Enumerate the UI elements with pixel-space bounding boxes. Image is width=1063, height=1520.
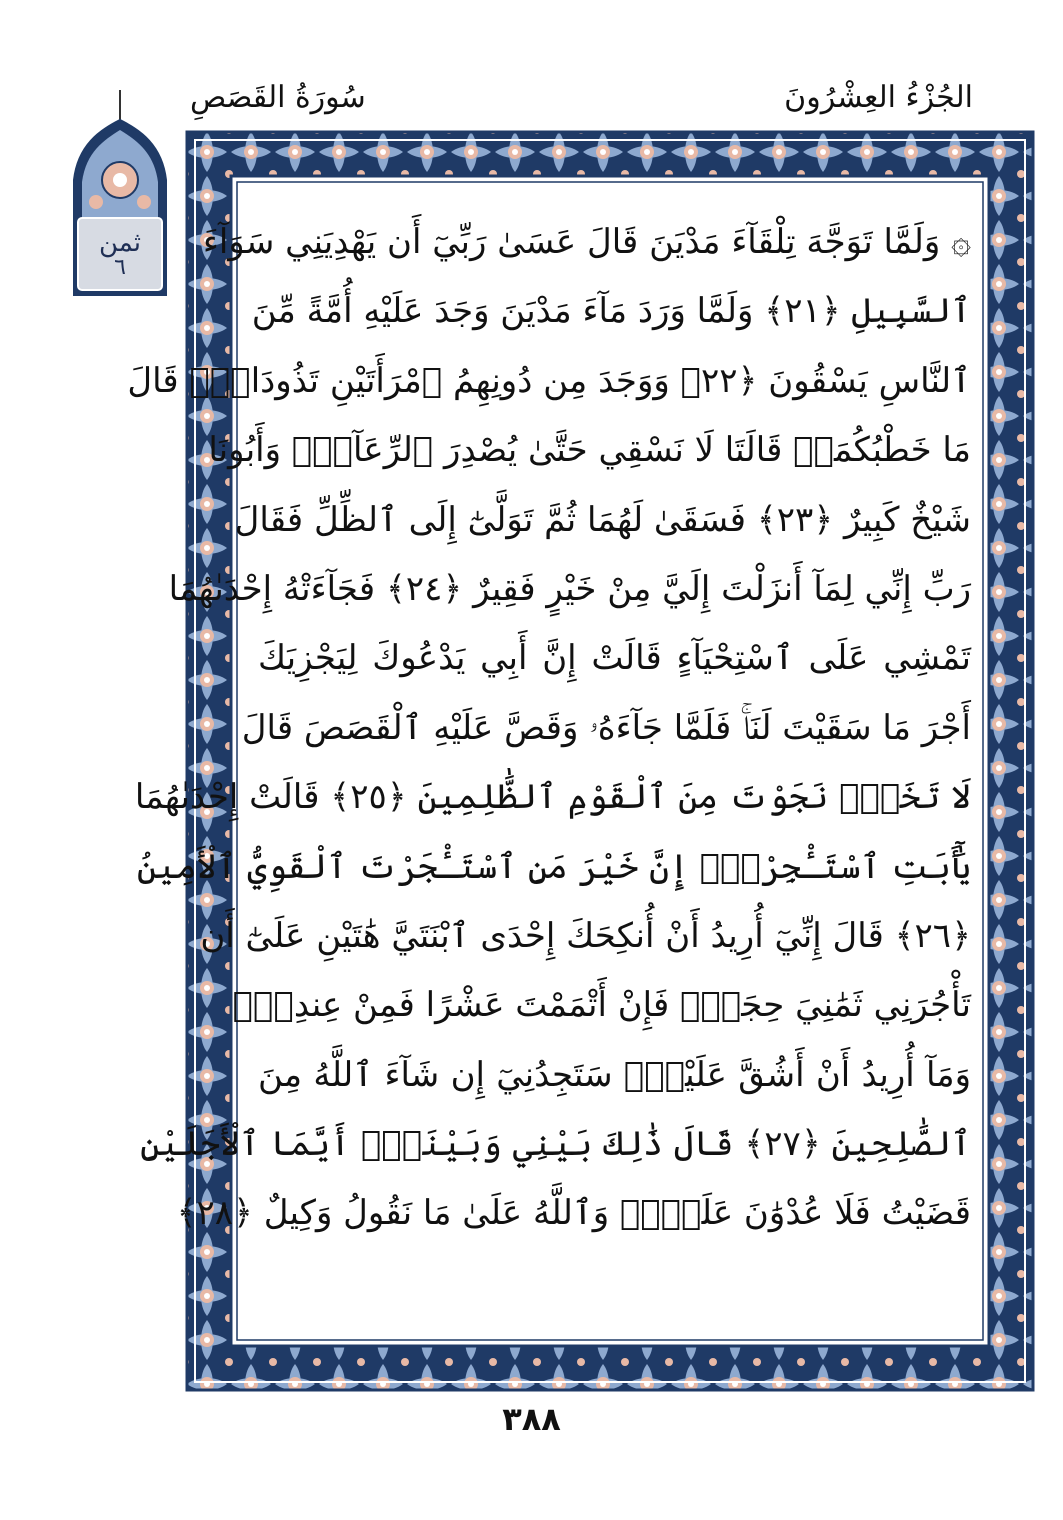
verse-line: رَبِّ إِنِّي لِمَآ أَنزَلْتَ إِلَيَّ مِنْ خَيْرٍ فَقِيرٌ ﴿٢٤﴾ فَجَآءَتْهُ إِحْدَىٰهُمَا bbox=[168, 568, 971, 609]
verse-line: مَا خَطْبُكُمَاۖ قَالَتَا لَا نَسْقِي حَتَّىٰ يُصْدِرَ ٱلرِّعَآءُۖ وَأَبُونَا bbox=[208, 430, 971, 471]
surah-title: سُورَةُ القَصَصِ bbox=[190, 80, 366, 115]
verse-text-block bbox=[127, 208, 971, 1318]
verse-line: أَجْرَ مَا سَقَيْتَ لَنَاۚ فَلَمَّا جَآءَهُۥ وَقَصَّ عَلَيْهِ ٱلْقَصَصَ قَالَ bbox=[241, 707, 971, 748]
verse-line: ٱلصَّٰلِحِينَ ﴿٢٧﴾ قَالَ ذَٰلِكَ بَيْنِي وَبَيْنَكَۖ أَيَّمَا ٱلْأَجَلَيْنِ bbox=[140, 1124, 971, 1165]
verse-line: ۞ وَلَمَّا تَوَجَّهَ تِلْقَآءَ مَدْيَنَ قَالَ عَسَىٰ رَبِّيٓ أَن يَهْدِيَنِي سَوَآءَ bbox=[202, 222, 971, 262]
marker-number: ٦ bbox=[114, 255, 126, 280]
verse-line: لَا تَخَفْۖ نَجَوْتَ مِنَ ٱلْقَوْمِ ٱلظَّٰلِمِينَ ﴿٢٥﴾ قَالَتْ إِحْدَىٰهُمَا bbox=[134, 777, 971, 818]
verse-line: يَٰٓأَبَتِ ٱسْتَـْٔجِرْهُۖ إِنَّ خَيْرَ مَنِ ٱسْتَـْٔجَرْتَ ٱلْقَوِيُّ ٱلْأَمِينُ bbox=[136, 846, 971, 887]
hizb-marker bbox=[70, 90, 170, 300]
page-number: ٣٨٨ bbox=[502, 1400, 561, 1438]
verse-line: قَضَيْتُ فَلَا عُدْوَٰنَ عَلَيَّۖ وَٱللَّهُ عَلَىٰ مَا نَقُولُ وَكِيلٌ ﴿٢٨﴾ bbox=[176, 1193, 971, 1234]
verse-line: ٱلسَّبِيلِ ﴿٢١﴾ وَلَمَّا وَرَدَ مَآءَ مَدْيَنَ وَجَدَ عَلَيْهِ أُمَّةً مِّنَ bbox=[251, 291, 971, 332]
verse-line: وَمَآ أُرِيدُ أَنْ أَشُقَّ عَلَيْكَۚ سَتَجِدُنِيٓ إِن شَآءَ ٱللَّهُ مِنَ bbox=[258, 1054, 971, 1095]
verse-line: تَمْشِي عَلَى ٱسْتِحْيَآءٍ قَالَتْ إِنَّ أَبِي يَدْعُوكَ لِيَجْزِيَكَ bbox=[258, 638, 971, 679]
verse-line: تَأْجُرَنِي ثَمَٰنِيَ حِجَجٍۖ فَإِنْ أَتْمَمْتَ عَشْرًا فَمِنْ عِندِكَۖ bbox=[232, 985, 971, 1026]
verse-line: ﴿٢٦﴾ قَالَ إِنِّيٓ أُرِيدُ أَنْ أُنكِحَكَ إِحْدَى ٱبْنَتَيَّ هَٰتَيْنِ عَلَىٰٓ أَن bbox=[200, 915, 971, 956]
marker-label: ثمن bbox=[98, 228, 142, 258]
juz-title: الجُزْءُ العِشْرُونَ bbox=[784, 80, 973, 115]
verse-line: ٱلنَّاسِ يَسْقُونَ ﴿٢٢﴾ وَوَجَدَ مِن دُونِهِمُ ٱمْرَأَتَيْنِ تَذُودَانِۖ قَالَ bbox=[127, 360, 971, 401]
verse-line: شَيْخٌ كَبِيرٌ ﴿٢٣﴾ فَسَقَىٰ لَهُمَا ثُمَّ تَوَلَّىٰٓ إِلَى ٱلظِّلِّ فَقَالَ bbox=[234, 499, 971, 540]
